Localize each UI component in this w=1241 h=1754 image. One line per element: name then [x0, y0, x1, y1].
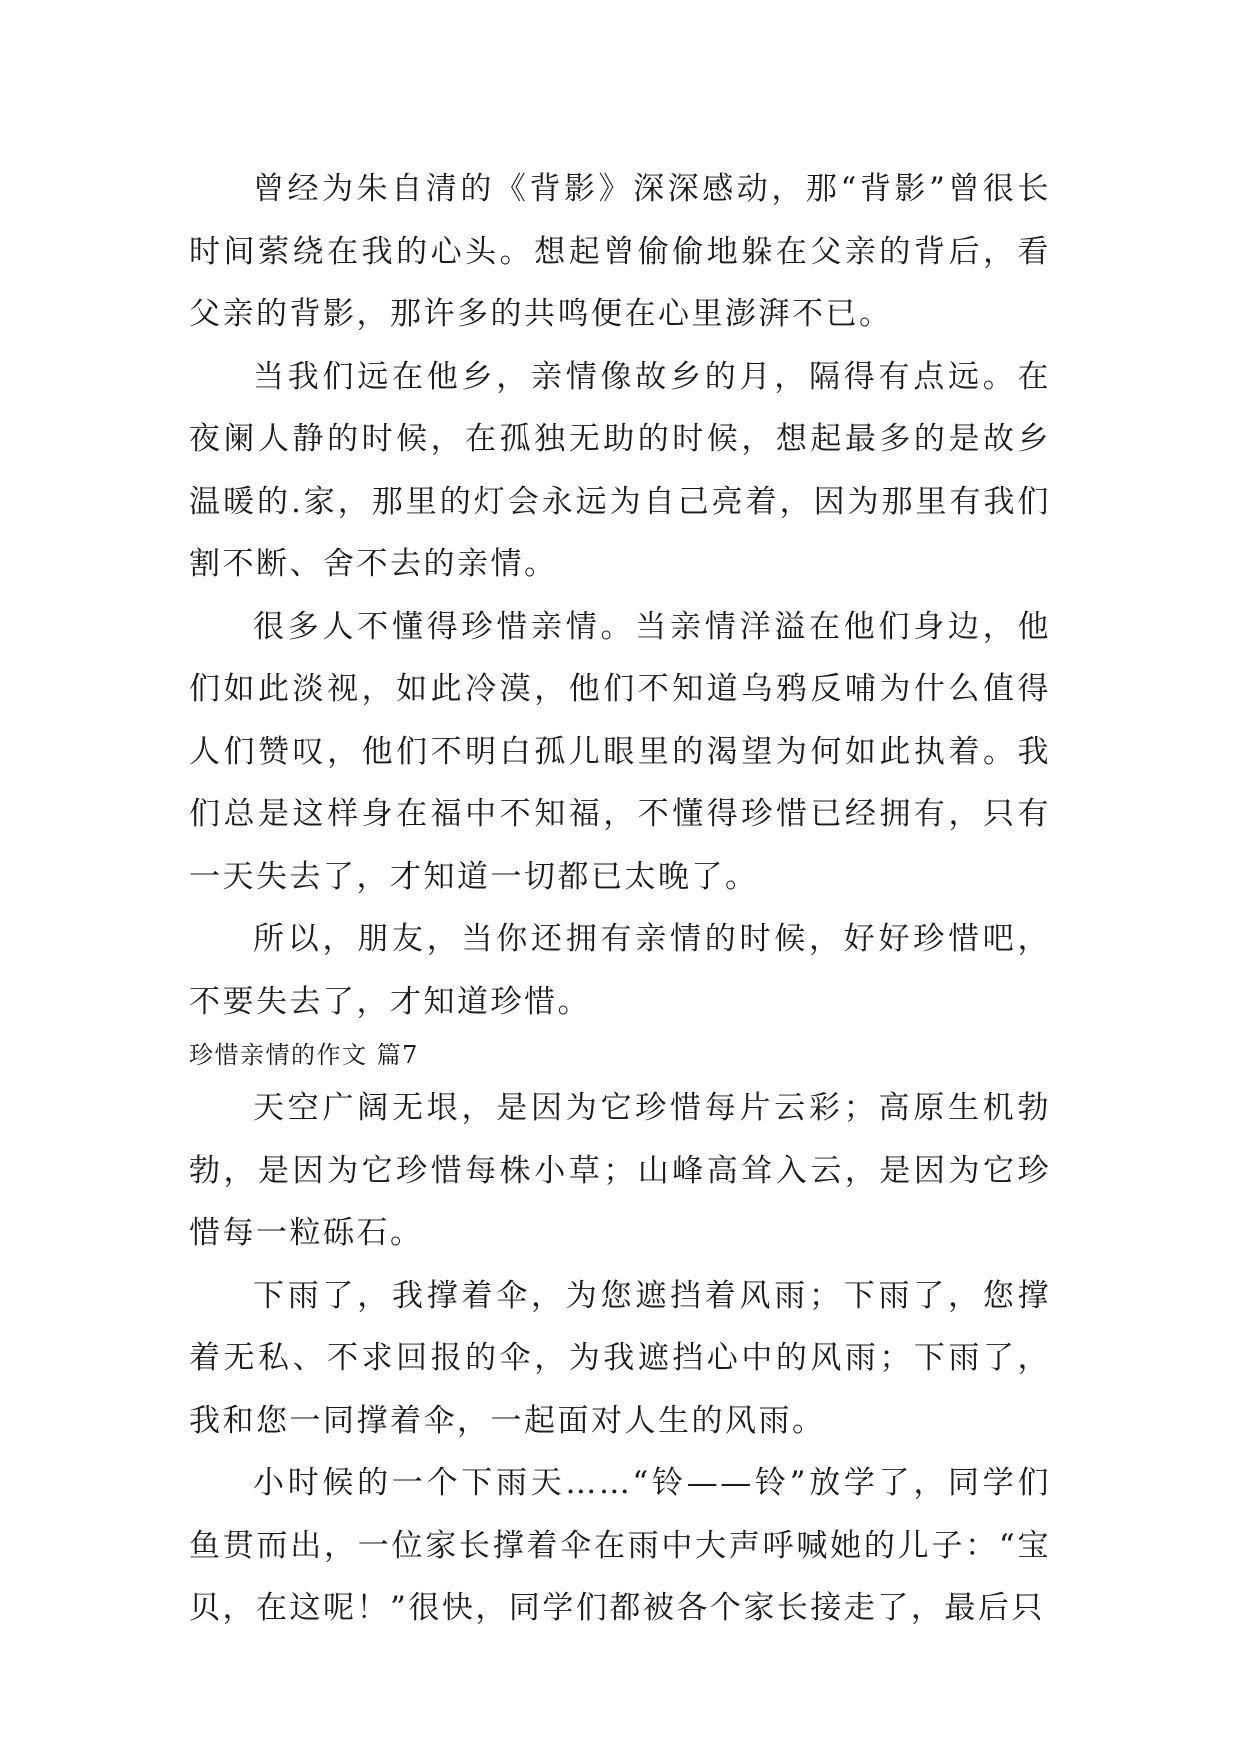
paragraph: 所以，朋友，当你还拥有亲情的时候，好好珍惜吧，不要失去了，才知道珍惜。: [189, 921, 1051, 1020]
paragraph: 曾经为朱自清的《背影》深深感动，那“背影”曾很长时间萦绕在我的心头。想起曾偷偷地躲在父亲的背后，看父亲的背影，那许多的共鸣便在心里澎湃不已。: [189, 171, 1051, 332]
paragraph: 天空广阔无垠，是因为它珍惜每片云彩；高原生机勃勃，是因为它珍惜每株小草；山峰高耸入云，是因为它珍惜每一粒砾石。: [189, 1090, 1051, 1251]
paragraph: 下雨了，我撑着伞，为您遮挡着风雨；下雨了，您撑着无私、不求回报的伞，为我遮挡心中的风雨；下雨了，我和您一同撑着伞，一起面对人生的风雨。: [189, 1277, 1051, 1439]
paragraph: 小时候的一个下雨天……“铃——铃”放学了，同学们鱼贯而出，一位家长撑着伞在雨中大声呼喊她的儿子：“宝贝，在这呢！”很快，同学们都被各个家长接走了，最后只: [189, 1465, 1051, 1626]
document-body: [189, 158, 1051, 1640]
paragraph: 很多人不懂得珍惜亲情。当亲情洋溢在他们身边，他们如此淡视，如此冷漠，他们不知道乌鸦反哺为什么值得人们赞叹，他们不明白孤儿眼里的渴望为何如此执着。我们总是这样身在福中不知福，不懂得珍惜已经拥有，只有一天失去了，才知道一切都已太晚了。: [189, 608, 1051, 895]
paragraph: 当我们远在他乡，亲情像故乡的月，隔得有点远。在夜阑人静的时候，在孤独无助的时候，想起最多的是故乡温暖的.家，那里的灯会永远为自己亮着，因为那里有我们割不断、舍不去的亲情。: [189, 358, 1051, 582]
section-heading: 珍惜亲情的作文 篇7: [189, 1041, 419, 1069]
